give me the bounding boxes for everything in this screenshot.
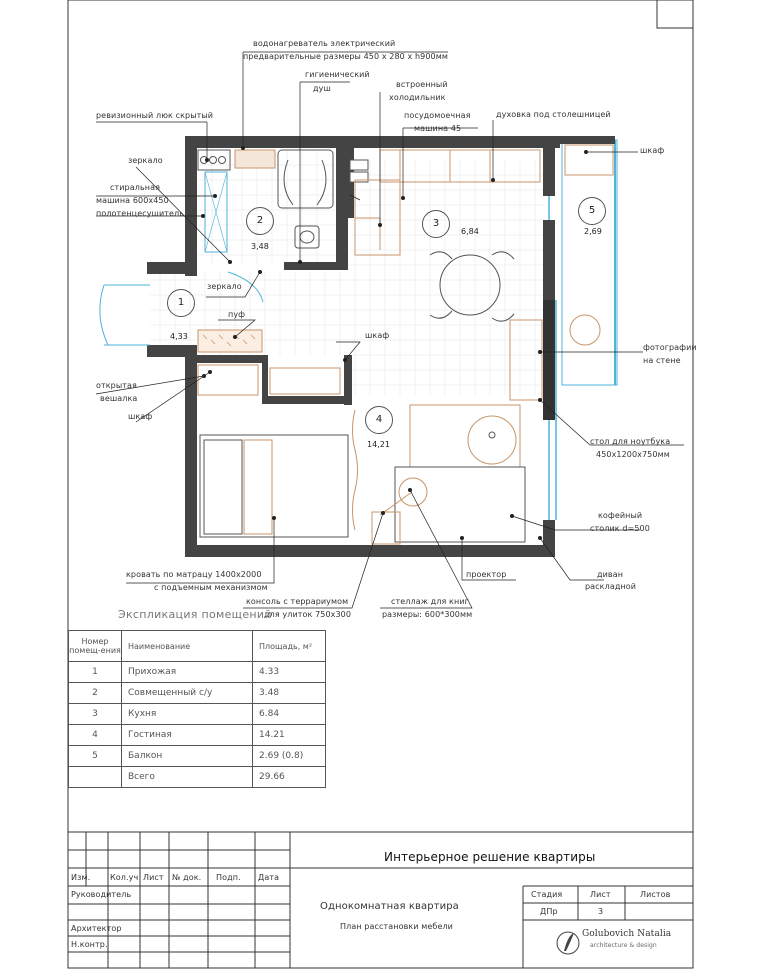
row-num: 3: [69, 704, 122, 725]
room-number-3: 3: [422, 210, 450, 238]
room-number-4: 4: [365, 406, 393, 434]
table-row: [69, 683, 326, 704]
table-header-row: [69, 631, 326, 662]
studio-subtitle: architecture & design: [590, 942, 657, 949]
callout-sofa: диван: [597, 570, 624, 579]
explication-table: [68, 630, 326, 788]
room-number-5: 5: [578, 197, 606, 225]
callout-water-heater: водонагреватель электрический: [253, 39, 396, 48]
living-furniture: [200, 405, 525, 544]
stamp-col-doc: № док.: [172, 873, 202, 882]
callout-fridge: встроенный: [396, 80, 448, 89]
callout-balcony-cabinet: шкаф: [640, 146, 665, 155]
table-row: [69, 767, 326, 788]
row-name: Балкон: [122, 746, 253, 767]
callout-hatch: ревизионный люк скрытый: [96, 111, 214, 120]
callout-oven: духовка под столешницей: [496, 110, 611, 119]
callout-mirror-1: зеркало: [128, 156, 163, 165]
room-area-5: 2,69: [584, 227, 602, 236]
callout-towel-rail: полотенцесушитель: [96, 209, 185, 218]
callout-hall-wardrobe: шкаф: [365, 331, 390, 340]
room-area-2: 3,48: [251, 242, 269, 251]
table-row: [69, 704, 326, 725]
callout-coffee-table-2: столик d=500: [590, 524, 650, 533]
corner-box: [657, 0, 693, 28]
stamp-object: Однокомнатная квартира: [320, 901, 459, 912]
row-name: Кухня: [122, 704, 253, 725]
stamp-stage-label: Стадия: [531, 890, 563, 899]
stamp-role-control: Н.контр.: [71, 940, 108, 949]
row-num: 2: [69, 683, 122, 704]
stamp-stage-value: ДПр: [540, 907, 558, 916]
row-name: Гостиная: [122, 725, 253, 746]
room-area-3: 6,84: [461, 227, 479, 236]
stamp-col-date: Дата: [258, 873, 280, 882]
callout-mirror-2: зеркало: [207, 282, 242, 291]
callout-water-heater-size: предварительные размеры 450 х 280 х h900мм: [243, 52, 448, 61]
project-title: Интерьерное решение квартиры: [384, 850, 596, 864]
balcony-furniture: [565, 145, 613, 345]
row-area: 6.84: [253, 704, 326, 725]
callout-shelving: стеллаж для книг: [391, 597, 469, 606]
row-area: 14.21: [253, 725, 326, 746]
kitchen-furniture: [355, 150, 542, 400]
callout-laptop-table: стол для ноутбука: [590, 437, 671, 446]
stamp-col-list: Лист: [143, 873, 164, 882]
callout-washer: стиральная: [110, 183, 161, 192]
stamp-col-sign: Подп.: [216, 873, 241, 882]
header-num: Номер помещ-ения: [69, 631, 122, 662]
callout-shower-2: душ: [313, 84, 331, 93]
balcony-outline: [562, 140, 617, 385]
callout-shower: гигиенический: [305, 70, 370, 79]
callout-laptop-table-2: 450х1200х750мм: [596, 450, 670, 459]
room-area-1: 4,33: [170, 332, 188, 341]
callout-photos: фотографии: [643, 343, 697, 352]
callout-hanger: открытая: [96, 381, 137, 390]
row-area: 2.69 (0.8): [253, 746, 326, 767]
callout-photos-2: на стене: [643, 356, 681, 365]
stamp-sheet-value: 3: [598, 907, 604, 916]
callout-console: консоль с террариумом: [246, 597, 349, 606]
row-name: Прихожая: [122, 662, 253, 683]
row-num: 4: [69, 725, 122, 746]
row-area: 3.48: [253, 683, 326, 704]
callout-console-2: для улиток 750х300: [264, 610, 352, 619]
stamp-col-izm: Изм.: [71, 873, 91, 882]
header-area: Площадь, м²: [253, 631, 326, 662]
row-area: 29.66: [253, 767, 326, 788]
stamp-role-head: Руководитель: [71, 890, 132, 899]
callout-dishwasher-2: машина 45: [414, 124, 462, 133]
callout-coffee-table: кофейный: [598, 511, 643, 520]
callout-projector: проектор: [466, 570, 507, 579]
row-name: Всего: [122, 767, 253, 788]
room-number-2: 2: [246, 207, 274, 235]
row-area: 4.33: [253, 662, 326, 683]
table-row: [69, 746, 326, 767]
studio-name: Golubovich Natalia: [582, 929, 672, 939]
callout-washer-2: машина 600х450: [96, 196, 169, 205]
header-name: Наименование: [122, 631, 253, 662]
row-num: 5: [69, 746, 122, 767]
callout-pouf: пуф: [228, 310, 246, 319]
row-num: [69, 767, 122, 788]
callout-fridge-2: холодильник: [389, 93, 446, 102]
row-num: 1: [69, 662, 122, 683]
callout-bed-2: с подъемным механизмом: [154, 583, 268, 592]
stamp-col-kol: Кол.уч: [110, 873, 139, 882]
table-row: [69, 662, 326, 683]
row-name: Совмещенный с/у: [122, 683, 253, 704]
explication-title: Экспликация помещений: [118, 608, 272, 621]
callout-left-wardrobe: шкаф: [128, 412, 153, 421]
callout-bed: кровать по матрацу 1400х2000: [126, 570, 262, 579]
stamp-sheets-label: Листов: [640, 890, 671, 899]
stamp-role-architect: Архитектор: [71, 924, 122, 933]
stamp-sheet-label: Лист: [590, 890, 611, 899]
callout-shelving-2: размеры: 600*300мм: [382, 610, 473, 619]
room-area-4: 14,21: [367, 440, 390, 449]
room-number-1: 1: [167, 289, 195, 317]
callout-hanger-2: вешалка: [100, 394, 138, 403]
stamp-sheet-name: План расстановки мебели: [340, 922, 453, 931]
table-row: [69, 725, 326, 746]
callout-sofa-2: раскладной: [585, 582, 637, 591]
callout-dishwasher: посудомоечная: [404, 111, 471, 120]
